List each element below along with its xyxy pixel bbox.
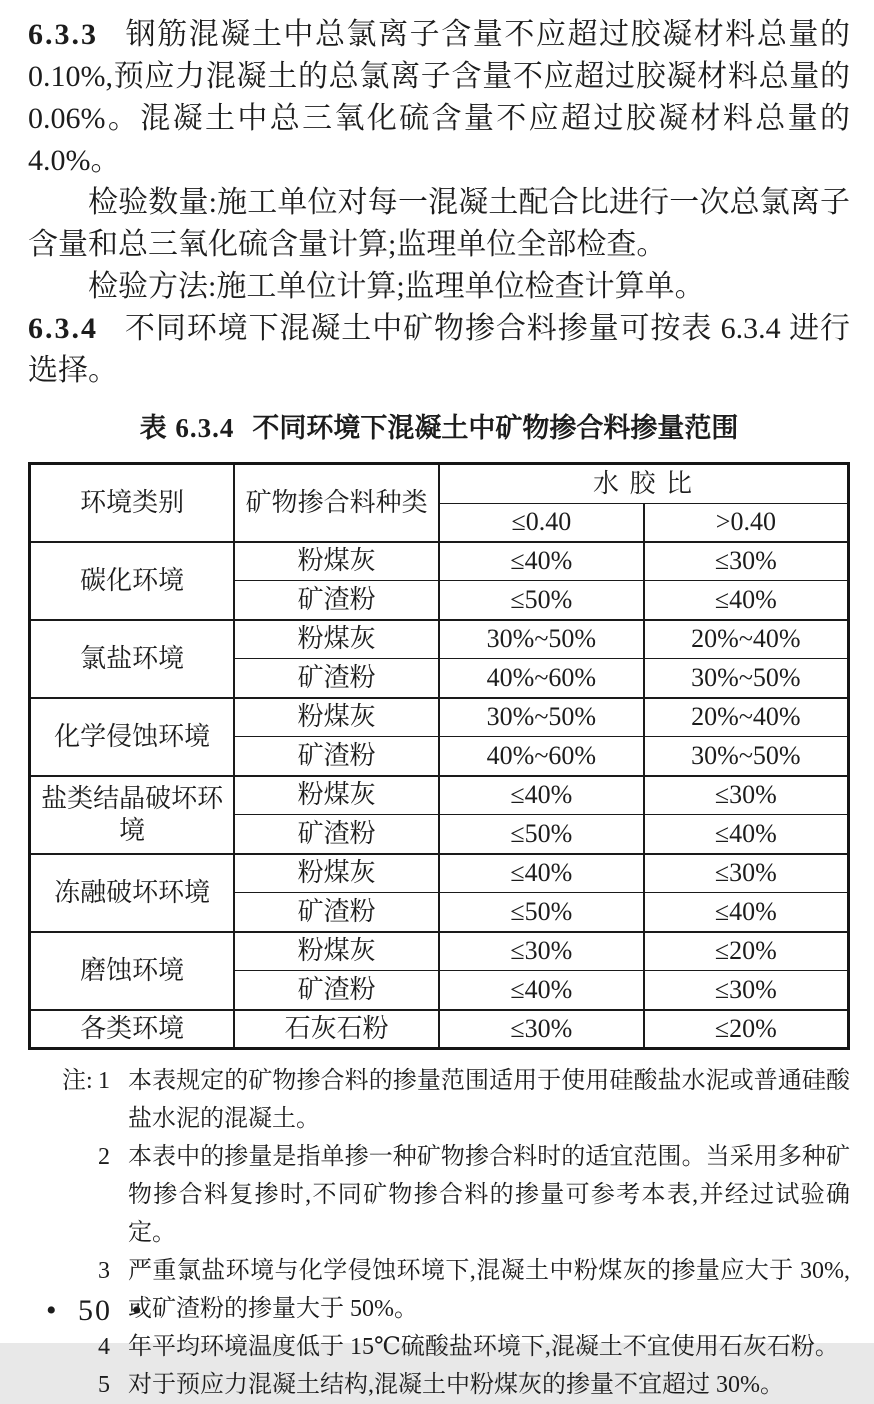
dosage-value-cell: ≤40% (439, 854, 644, 893)
env-category-cell: 磨蚀环境 (30, 932, 235, 1010)
clause-paragraph-634 (28, 308, 850, 392)
dosage-value-cell: 30%~50% (644, 737, 849, 776)
material-cell: 石灰石粉 (234, 1010, 439, 1049)
env-category-cell: 碳化环境 (30, 542, 235, 620)
material-cell: 矿渣粉 (234, 815, 439, 854)
note-item (28, 1366, 850, 1404)
table-row (30, 776, 849, 815)
header-env-category: 环境类别 (30, 464, 235, 542)
notes-label: 注: (62, 1068, 93, 1094)
table-row (30, 620, 849, 659)
note-text: 对于预应力混凝土结构,混凝土中粉煤灰的掺量不宜超过 30%。 (128, 1372, 784, 1398)
dosage-value-cell: ≤50% (439, 815, 644, 854)
note-item (28, 1252, 850, 1328)
material-cell: 粉煤灰 (234, 776, 439, 815)
env-category-cell: 各类环境 (30, 1010, 235, 1049)
table-header-row-1 (30, 464, 849, 504)
material-cell: 粉煤灰 (234, 542, 439, 581)
dosage-value-cell: ≤20% (644, 1010, 849, 1049)
env-category-cell: 冻融破坏环境 (30, 854, 235, 932)
dosage-value-cell: 40%~60% (439, 737, 644, 776)
note-text: 本表规定的矿物掺合料的掺量范围适用于使用硅酸盐水泥或普通硅酸盐水泥的混凝土。 (128, 1068, 850, 1132)
clause-text: 钢筋混凝土中总氯离子含量不应超过胶凝材料总量的 0.10%,预应力混凝土的总氯离子含量不应超过胶凝材料总量的 0.06%。混凝土中总三氧化硫含量不应超过胶凝材料总量的 4.0%。 (28, 18, 850, 177)
table-row (30, 1010, 849, 1049)
dosage-value-cell: 20%~40% (644, 698, 849, 737)
dosage-value-cell: ≤30% (439, 932, 644, 971)
dosage-value-cell: ≤40% (644, 815, 849, 854)
dosage-value-cell: 30%~50% (439, 620, 644, 659)
note-number: 3 (98, 1258, 110, 1284)
dosage-value-cell: ≤40% (644, 581, 849, 620)
dosage-value-cell: ≤30% (644, 971, 849, 1010)
note-text: 本表中的掺量是指单掺一种矿物掺合料时的适宜范围。当采用多种矿物掺合料复掺时,不同矿物掺合料的掺量可参考本表,并经过试验确定。 (128, 1144, 850, 1246)
table-title-label: 表 6.3.4 (139, 413, 235, 443)
inspection-quantity-paragraph: 检验数量:施工单位对每一混凝土配合比进行一次总氯离子含量和总三氧化硫含量计算;监理单位全部检查。 (28, 186, 850, 261)
header-material-type: 矿物掺合料种类 (234, 464, 439, 542)
material-cell: 矿渣粉 (234, 737, 439, 776)
material-cell: 粉煤灰 (234, 854, 439, 893)
mineral-admixture-table (28, 462, 850, 1050)
inspection-method-paragraph: 检验方法:施工单位计算;监理单位检查计算单。 (88, 270, 705, 303)
table-row (30, 932, 849, 971)
note-item (28, 1138, 850, 1252)
header-ratio-gt-040: >0.40 (644, 504, 849, 542)
material-cell: 粉煤灰 (234, 620, 439, 659)
minerals-table-body (30, 542, 849, 1049)
material-cell: 粉煤灰 (234, 932, 439, 971)
dosage-value-cell: ≤30% (644, 542, 849, 581)
env-category-cell: 氯盐环境 (30, 620, 235, 698)
note-text: 严重氯盐环境与化学侵蚀环境下,混凝土中粉煤灰的掺量应大于 30%,或矿渣粉的掺量大于 50%。 (128, 1258, 850, 1322)
env-category-cell: 化学侵蚀环境 (30, 698, 235, 776)
clause-paragraph-633 (28, 14, 850, 182)
dosage-value-cell: ≤50% (439, 581, 644, 620)
note-number: 2 (98, 1144, 110, 1170)
note-number: 1 (98, 1068, 110, 1094)
dosage-value-cell: ≤30% (644, 854, 849, 893)
table-row (30, 854, 849, 893)
table-row (30, 698, 849, 737)
header-water-binder-ratio: 水 胶 比 (439, 464, 849, 504)
header-ratio-le-040: ≤0.40 (439, 504, 644, 542)
note-item (28, 1328, 850, 1366)
page-number: • 50 • (46, 1294, 145, 1327)
clause-number: 6.3.4 (28, 312, 98, 345)
dosage-value-cell: ≤30% (644, 776, 849, 815)
note-number: 5 (98, 1372, 110, 1398)
dosage-value-cell: ≤40% (439, 971, 644, 1010)
dosage-value-cell: ≤20% (644, 932, 849, 971)
clause-text: 不同环境下混凝土中矿物掺合料掺量可按表 6.3.4 进行选择。 (28, 312, 850, 387)
note-text: 年平均环境温度低于 15℃硫酸盐环境下,混凝土不宜使用石灰石粉。 (128, 1334, 839, 1360)
env-category-cell: 盐类结晶破坏环境 (30, 776, 235, 854)
dosage-value-cell: ≤30% (439, 1010, 644, 1049)
material-cell: 矿渣粉 (234, 581, 439, 620)
table-title (28, 408, 850, 448)
dosage-value-cell: 30%~50% (644, 659, 849, 698)
note-number: 4 (98, 1334, 110, 1360)
material-cell: 矿渣粉 (234, 971, 439, 1010)
dosage-value-cell: ≤40% (644, 893, 849, 932)
dosage-value-cell: 40%~60% (439, 659, 644, 698)
dosage-value-cell: ≤40% (439, 542, 644, 581)
note-item (28, 1062, 850, 1138)
table-title-text: 不同环境下混凝土中矿物掺合料掺量范围 (252, 413, 739, 443)
dosage-value-cell: 30%~50% (439, 698, 644, 737)
material-cell: 矿渣粉 (234, 659, 439, 698)
material-cell: 矿渣粉 (234, 893, 439, 932)
clause-number: 6.3.3 (28, 18, 98, 51)
dosage-value-cell: 20%~40% (644, 620, 849, 659)
material-cell: 粉煤灰 (234, 698, 439, 737)
table-row (30, 542, 849, 581)
dosage-value-cell: ≤40% (439, 776, 644, 815)
dosage-value-cell: ≤50% (439, 893, 644, 932)
table-notes (28, 1062, 850, 1404)
